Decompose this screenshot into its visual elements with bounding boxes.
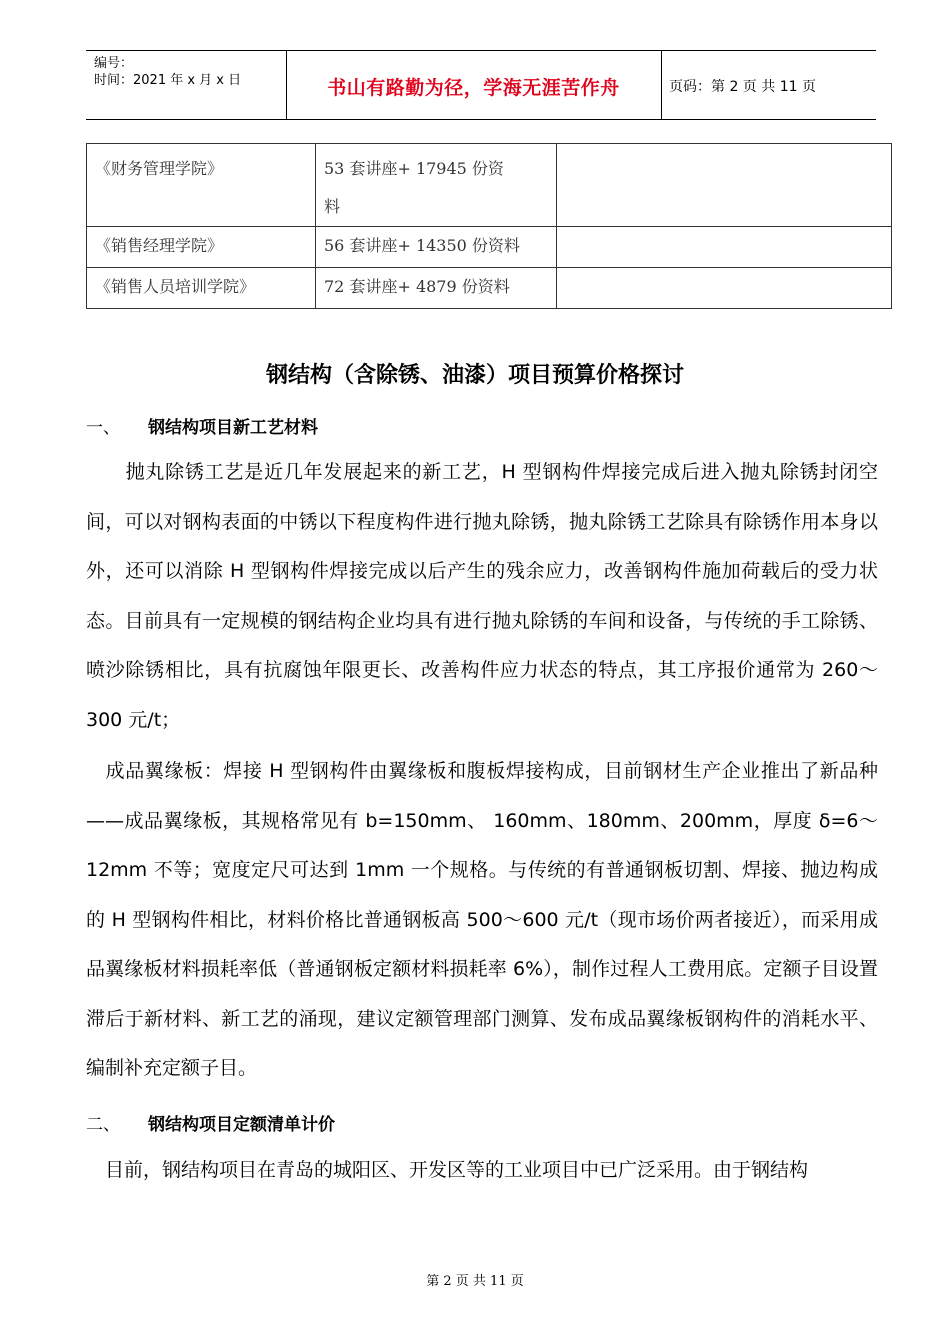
table-cell-name: 《销售人员培训学院》 xyxy=(87,268,316,309)
header-page-info: 页码：第 2 页 共 11 页 xyxy=(669,79,816,95)
table-cell-extra xyxy=(557,144,892,227)
table-cell-content: 72 套讲座+ 4879 份资料 xyxy=(316,268,557,309)
library-table xyxy=(86,143,892,309)
header-meta xyxy=(94,55,241,89)
body-paragraph: 目前，钢结构项目在青岛的城阳区、开发区等的工业项目中已广泛采用。由于钢结构 xyxy=(86,1159,809,1181)
table-cell-content xyxy=(316,144,557,227)
table-cell-name: 《销售经理学院》 xyxy=(87,227,316,268)
document-date: 时间：2021 年 x 月 x 日 xyxy=(94,73,242,88)
table-cell-name: 《财务管理学院》 xyxy=(87,144,316,227)
table-row xyxy=(87,227,892,268)
body-paragraph: 成品翼缘板：焊接 H 型钢构件由翼缘板和腹板焊接构成，目前钢材生产企业推出了新品种——成品翼缘板，其规格常见有 b=150mm、 160mm、180mm、200mm，厚度 δ=6～12mm 不等；宽度定尺可达到 1mm 一个规格。与传统的有普通钢板切割、焊接、抛边构成的 H 型钢构件相比，材料价格比普通钢板高 500～600 元/t（现市场价两者接近），而采用成品翼缘板材料损耗率低（普通钢板定额材料损耗率 6%），制作过程人工费用底。定额子目设置滞后于新材料、新工艺的涌现，建议定额管理部门测算、发布成品翼缘板钢构件的消耗水平、编制补充定额子目。 xyxy=(86,760,878,1079)
table-row xyxy=(87,268,892,309)
table-cell-content: 56 套讲座+ 14350 份资料 xyxy=(316,227,557,268)
table-cell-extra xyxy=(557,227,892,268)
document-number-label: 编号： xyxy=(94,56,134,71)
body-paragraph: 抛丸除锈工艺是近几年发展起来的新工艺，H 型钢构件焊接完成后进入抛丸除锈封闭空间，可以对钢构表面的中锈以下程度构件进行抛丸除锈，抛丸除锈工艺除具有除锈作用本身以外，还可以消除 H 型钢构件焊接完成以后产生的残余应力，改善钢构件施加荷载后的受力状态。目前具有一定规模的钢结构企业均具有进行抛丸除锈的车间和设备，与传统的手工除锈、喷沙除锈相比，具有抗腐蚀年限更长、改善构件应力状态的特点，其工序报价通常为 260～300 元/t； xyxy=(86,461,878,731)
table-row xyxy=(87,144,892,227)
section-number: 一、 xyxy=(86,418,120,438)
section-number: 二、 xyxy=(86,1115,120,1135)
document-title: 钢结构（含除锈、油漆）项目预算价格探讨 xyxy=(265,363,684,388)
section-heading-text: 钢结构项目定额清单计价 xyxy=(148,1115,335,1135)
page-footer: 第 2 页 共 11 页 xyxy=(426,1274,524,1289)
table-cell-extra xyxy=(557,268,892,309)
section-heading-text: 钢结构项目新工艺材料 xyxy=(148,418,318,438)
header-motto: 书山有路勤为径，学海无涯苦作舟 xyxy=(327,77,620,99)
section-heading xyxy=(86,413,318,438)
header-divider xyxy=(661,51,662,119)
page-header xyxy=(86,50,876,120)
table-cell-content-line: 53 套讲座+ 17945 份资 xyxy=(324,159,504,178)
table-cell-content-line: 料 xyxy=(324,197,341,216)
section-heading xyxy=(86,1110,335,1135)
